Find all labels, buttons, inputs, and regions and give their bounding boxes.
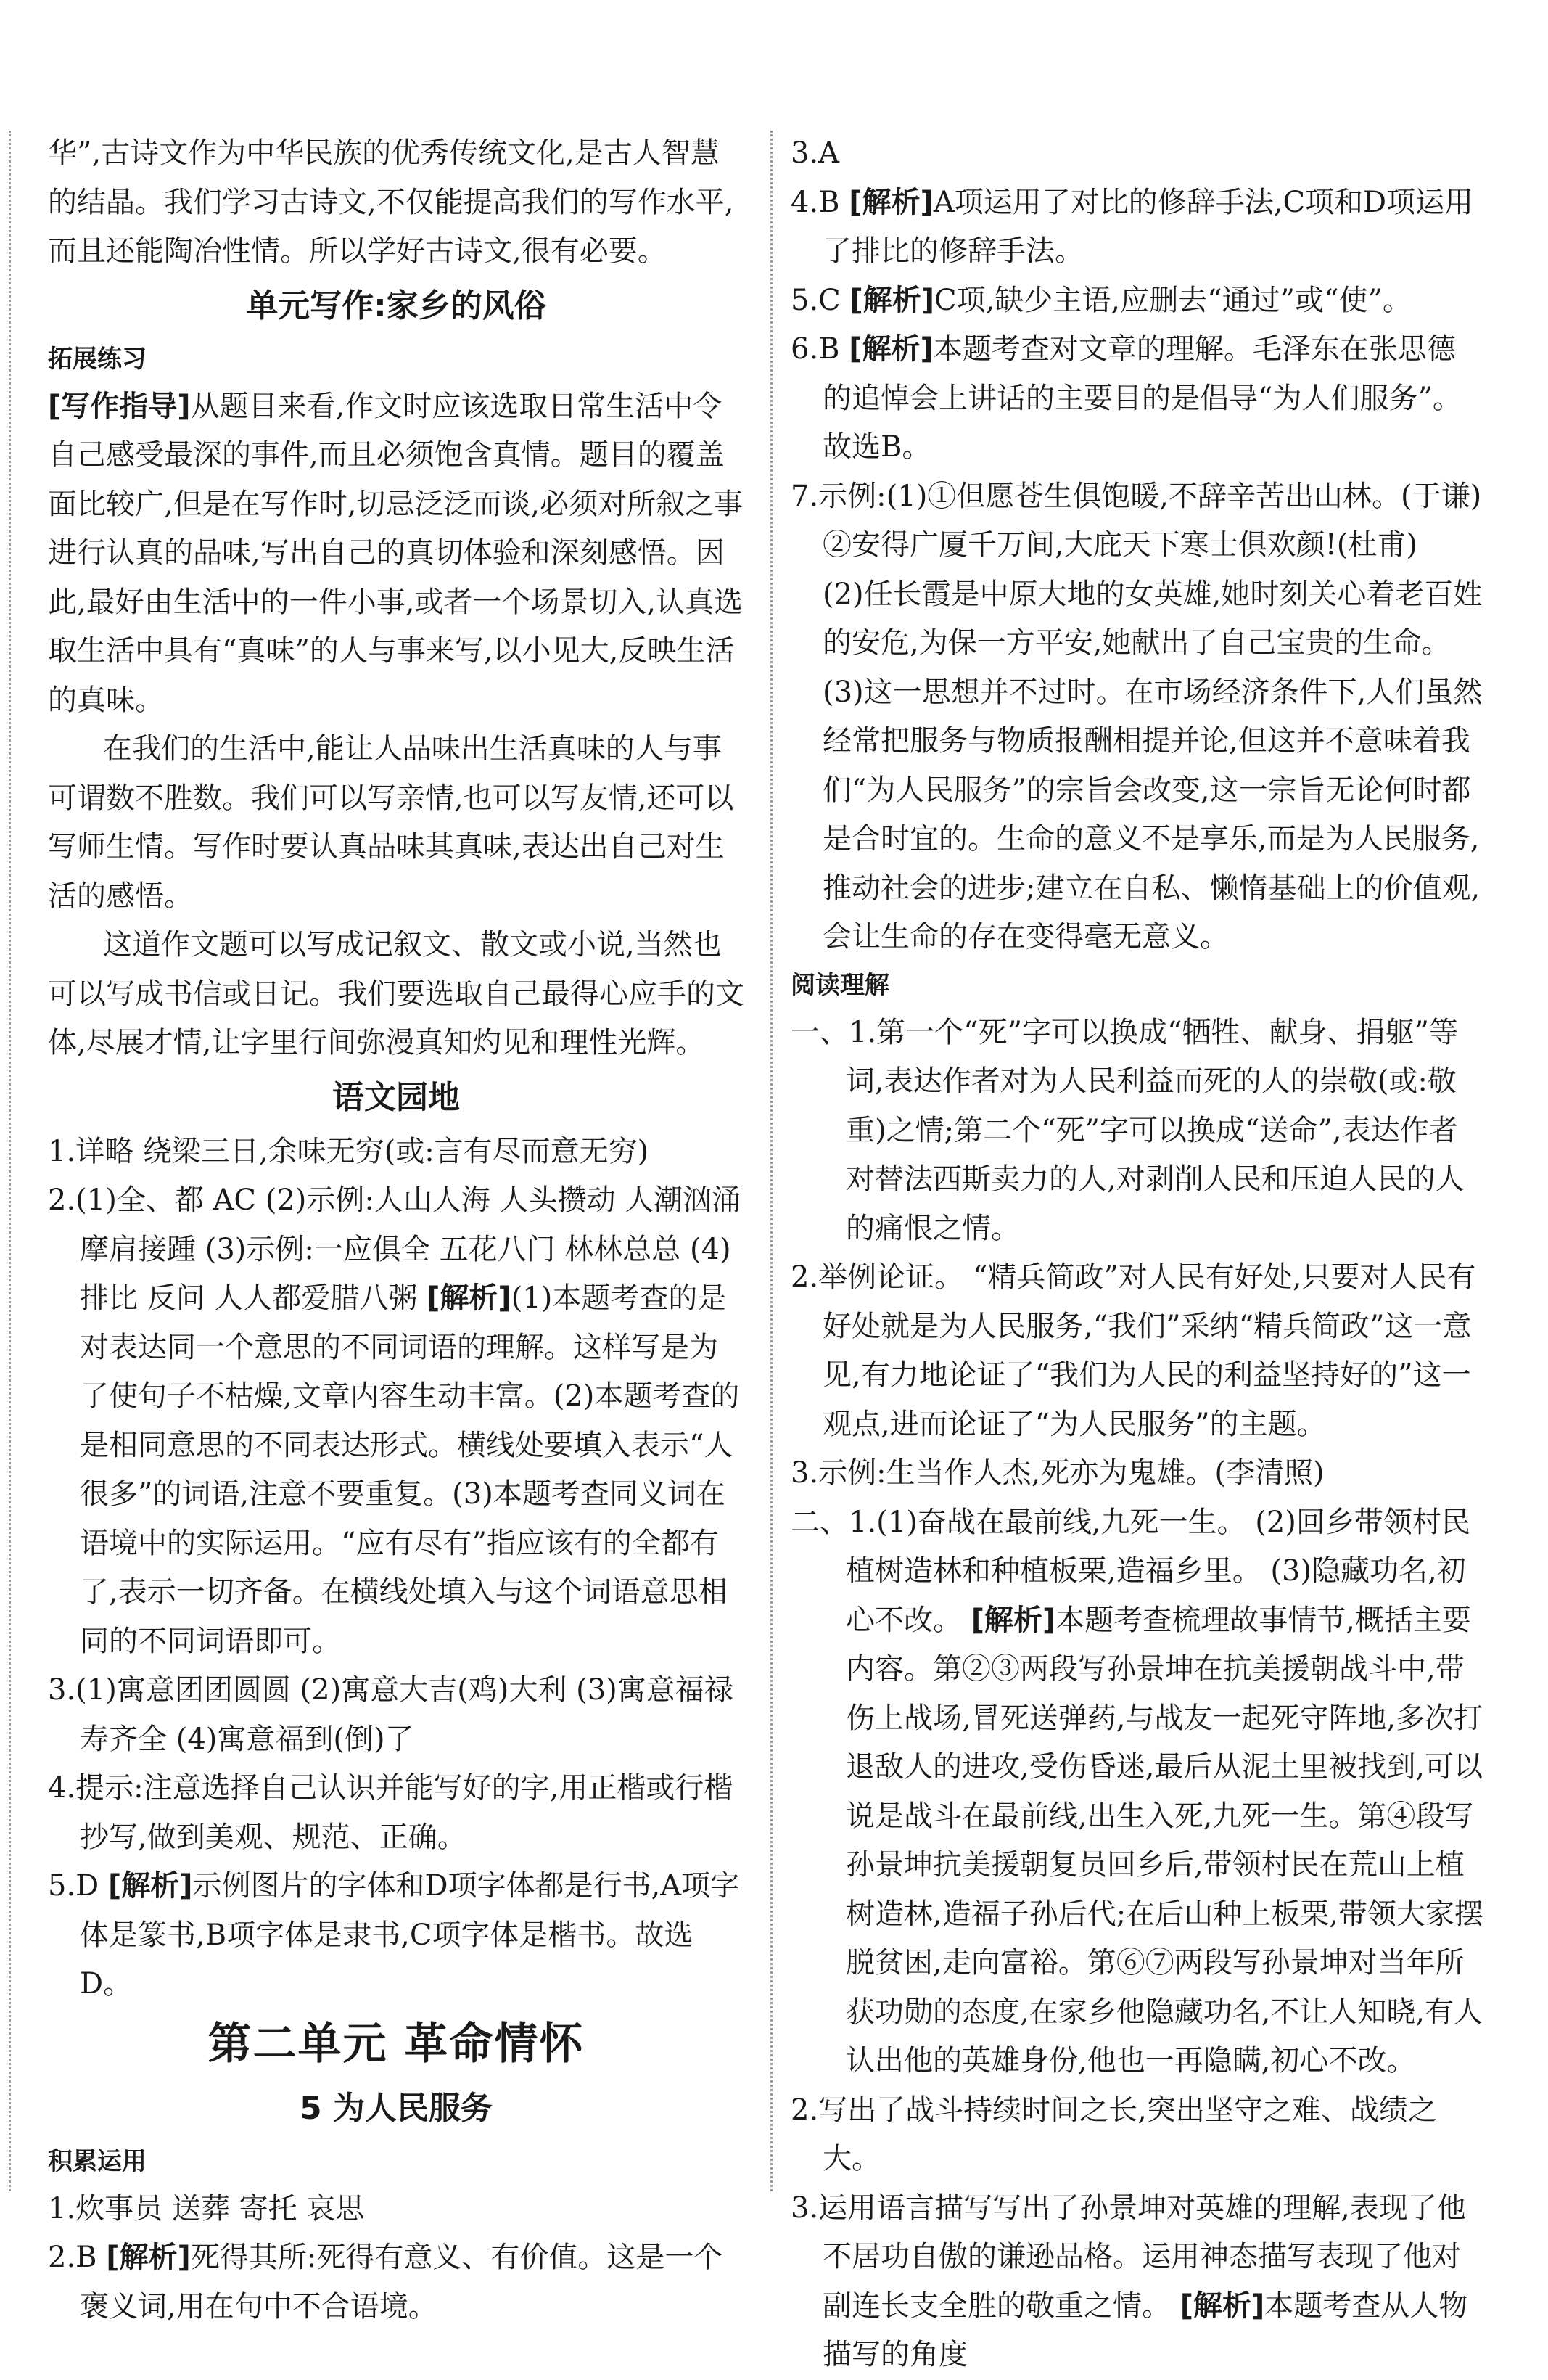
garden-q1: 1.详略 绕梁三日,余味无穷(或:言有尽而意无穷) bbox=[48, 1134, 649, 1168]
reading-2-q1 bbox=[791, 1498, 1483, 2086]
accum-q5 bbox=[791, 276, 1483, 326]
analysis-tag: [解析] bbox=[849, 185, 934, 219]
garden-q5-analysis: 示例图片的字体和D项字体都是行书,A项字体是篆书,B项字体是隶书,C项字体是楷书。故选D。 bbox=[80, 1869, 740, 2001]
analysis-tag: [解析] bbox=[427, 1281, 511, 1315]
intro-paragraph: 华”,古诗文作为中华民族的优秀传统文化,是古人智慧的结晶。我们学习古诗文,不仅能提高我们的写作水平,而且还能陶冶性情。所以学好古诗文,很有必要。 bbox=[48, 136, 734, 268]
accum-q7-part1: 7.示例:(1)①但愿苍生俱饱暖,不辞辛苦出山林。(于谦) bbox=[791, 479, 1482, 513]
analysis-tag: [解析] bbox=[107, 1869, 193, 1903]
analysis-tag: [解析] bbox=[849, 283, 935, 317]
reading-1-q1: 一、1.第一个“死”字可以换成“牺牲、献身、捐躯”等词,表达作者对为人民利益而死的人的崇敬(或:敬重)之情;第二个“死”字可以换成“送命”,表达作者对替法西斯卖力的人,对剥削人民和压迫人民的人的痛恨之情。 bbox=[791, 1015, 1465, 1245]
garden-q2-answer: 2.(1)全、都 AC (2)示例:人山人海 人头攒动 人潮汹涌 摩肩接踵 (3)示例:一应俱全 五花八门 林林总总 (4)排比 反问 人人都爱腊八粥 bbox=[48, 1183, 741, 1315]
q4-analysis: A项运用了对比的修辞手法,C项和D项运用了排比的修辞手法。 bbox=[823, 185, 1474, 268]
analysis-tag: [解析] bbox=[106, 2241, 191, 2274]
unit-title: 第二单元 革命情怀 bbox=[207, 2018, 585, 2069]
garden-title: 语文园地 bbox=[332, 1078, 460, 1116]
analysis-tag: [解析] bbox=[971, 1603, 1056, 1637]
garden-q3: 3.(1)寓意团团圆圆 (2)寓意大吉(鸡)大利 (3)寓意福禄寿齐全 (4)寓意福到(倒)了 bbox=[48, 1673, 733, 1756]
reading-2-q2: 2.写出了战斗持续时间之长,突出坚守之难、战绩之大。 bbox=[791, 2093, 1437, 2175]
accum-q2 bbox=[48, 2233, 744, 2331]
garden-q2 bbox=[48, 1176, 744, 1666]
analysis-tag: [解析] bbox=[1179, 2289, 1265, 2323]
reading-1-q2: 2.举例论证。 “精兵简政”对人民有好处,只要对人民有好处就是为人民服务,“我们”采纳“精兵简政”这一意见,有力地论证了“我们为人民的利益坚持好的”这一观点,进而论证了“为人民服务”的主题。 bbox=[791, 1260, 1476, 1441]
accum-q7-part2: (2)任长霞是中原大地的女英雄,她时刻关心着老百姓的安危,为保一方平安,她献出了自己宝贵的生命。 (3)这一思想并不过时。在市场经济条件下,人们虽然经常把服务与物质报酬相提并论,但这并不意味着我们“为人民服务”的宗旨会改变,这一宗旨无论何时都是合时宜的。生命的意义不是享乐,而是为人民服务,推动社会的进步;建立在自私、懒惰基础上的价值观,会让生命的存在变得毫无意义。 bbox=[823, 577, 1483, 953]
accum-q2-answer: 2.B bbox=[48, 2241, 107, 2274]
guide-tag: [写作指导] bbox=[48, 389, 191, 423]
accum-q2-analysis: 死得其所:死得有意义、有价值。这是一个褒义词,用在句中不合语境。 bbox=[80, 2241, 723, 2323]
accum-q1: 1.炊事员 送葬 寄托 哀思 bbox=[48, 2191, 365, 2225]
practice-heading: 拓展练习 bbox=[48, 344, 147, 374]
guide-paragraph-3: 这道作文题可以写成记叙文、散文或小说,当然也可以写成书信或日记。我们要选取自己最得心应手的文体,尽展才情,让字里行间弥漫真知灼见和理性光辉。 bbox=[48, 928, 744, 1059]
reading-heading: 阅读理解 bbox=[791, 970, 889, 1000]
left-column bbox=[48, 129, 744, 2331]
analysis-tag: [解析] bbox=[849, 332, 934, 366]
lesson-title: 5 为人民服务 bbox=[300, 2089, 493, 2127]
reading-1-q3: 3.示例:生当作人杰,死亦为鬼雄。(李清照) bbox=[791, 1456, 1325, 1490]
q6-analysis: 本题考查对文章的理解。毛泽东在张思德的追悼会上讲话的主要目的是倡导“为人们服务”。故选B。 bbox=[823, 332, 1462, 464]
q5-analysis: C项,缺少主语,应删去“通过”或“使”。 bbox=[934, 283, 1412, 317]
reading-2-q1-analysis: 本题考查梳理故事情节,概括主要内容。第②③两段写孙景坤在抗美援朝战斗中,带伤上战场,冒死送弹药,与战友一起死守阵地,多次打退敌人的进攻,受伤昏迷,最后从泥土里被找到,可以说是战斗在最前线,出生入死,九死一生。第④段写孙景坤抗美援朝复员回乡后,带领村民在荒山上植树造林,造福子孙后代;在后山种上板栗,带领大家摆脱贫困,走向富裕。第⑥⑦两段写孙景坤对当年所获功勋的态度,在家乡他隐藏功名,不让人知晓,有人认出他的英雄身份,他也一再隐瞒,初心不改。 bbox=[846, 1603, 1483, 2077]
writing-section-title: 单元写作:家乡的风俗 bbox=[246, 287, 546, 324]
garden-q2-analysis: (1)本题考查的是对表达同一个意思的不同词语的理解。这样写是为了使句子不枯燥,文章内容生动丰富。(2)本题考查的是相同意思的不同表达形式。横线处要填入表示“人很多”的词语,注意不要重复。(3)本题考查同义词在语境中的实际运用。“应有尽有”指应该有的全都有了,表示一切齐备。在横线处填入与这个词语意思相同的不同词语即可。 bbox=[80, 1281, 740, 1658]
right-column bbox=[791, 129, 1483, 2380]
garden-q5-answer: 5.D bbox=[48, 1869, 108, 1903]
reading-2-q3-answer: 3.运用语言描写写出了孙景坤对英雄的理解,表现了他不居功自傲的谦逊品格。运用神态描写表现了他对副连长支全胜的敬重之情。 bbox=[791, 2191, 1466, 2323]
guide-paragraph-2: 在我们的生活中,能让人品味出生活真味的人与事可谓数不胜数。我们可以写亲情,也可以写友情,还可以写师生情。写作时要认真品味其真味,表达出自己对生活的感悟。 bbox=[48, 732, 734, 913]
garden-q4: 4.提示:注意选择自己认识并能写好的字,用正楷或行楷抄写,做到美观、规范、正确。 bbox=[48, 1771, 733, 1854]
accum-q6 bbox=[791, 325, 1483, 472]
accumulation-heading: 积累运用 bbox=[48, 2146, 147, 2176]
reading-2-q3-analysis: 本题考查从人物描写的角度 bbox=[823, 2289, 1468, 2371]
writing-guide-paragraph bbox=[48, 382, 744, 726]
accum-q4 bbox=[791, 178, 1483, 276]
column-divider bbox=[770, 131, 773, 2191]
guide-text: 从题目来看,作文时应该选取日常生活中令自己感受最深的事件,而且必须饱含真情。题目的覆盖面比较广,但是在写作时,切忌泛泛而谈,必须对所叙之事进行认真的品味,写出自己的真切体验和深刻感悟。因此,最好由生活中的一件小事,或者一个场景切入,认真选取生活中具有“真味”的人与事来写,以小见大,反映生活的真味。 bbox=[48, 389, 744, 717]
q5-answer: 5.C bbox=[791, 283, 850, 317]
garden-q5 bbox=[48, 1862, 744, 2009]
left-margin-rule bbox=[9, 131, 11, 2191]
accum-q7-part1b: ②安得广厦千万间,大庇天下寒士俱欢颜!(杜甫) bbox=[823, 528, 1417, 562]
q6-answer: 6.B bbox=[791, 332, 849, 366]
q4-answer: 4.B bbox=[791, 185, 849, 219]
accum-q3: 3.A bbox=[791, 136, 840, 170]
reading-2-q3 bbox=[791, 2184, 1483, 2380]
reading-2-q1-answer: 二、1.(1)奋战在最前线,九死一生。 (2)回乡带领村民植树造林和种植板栗,造福乡里。 (3)隐藏功名,初心不改。 bbox=[791, 1505, 1470, 1637]
